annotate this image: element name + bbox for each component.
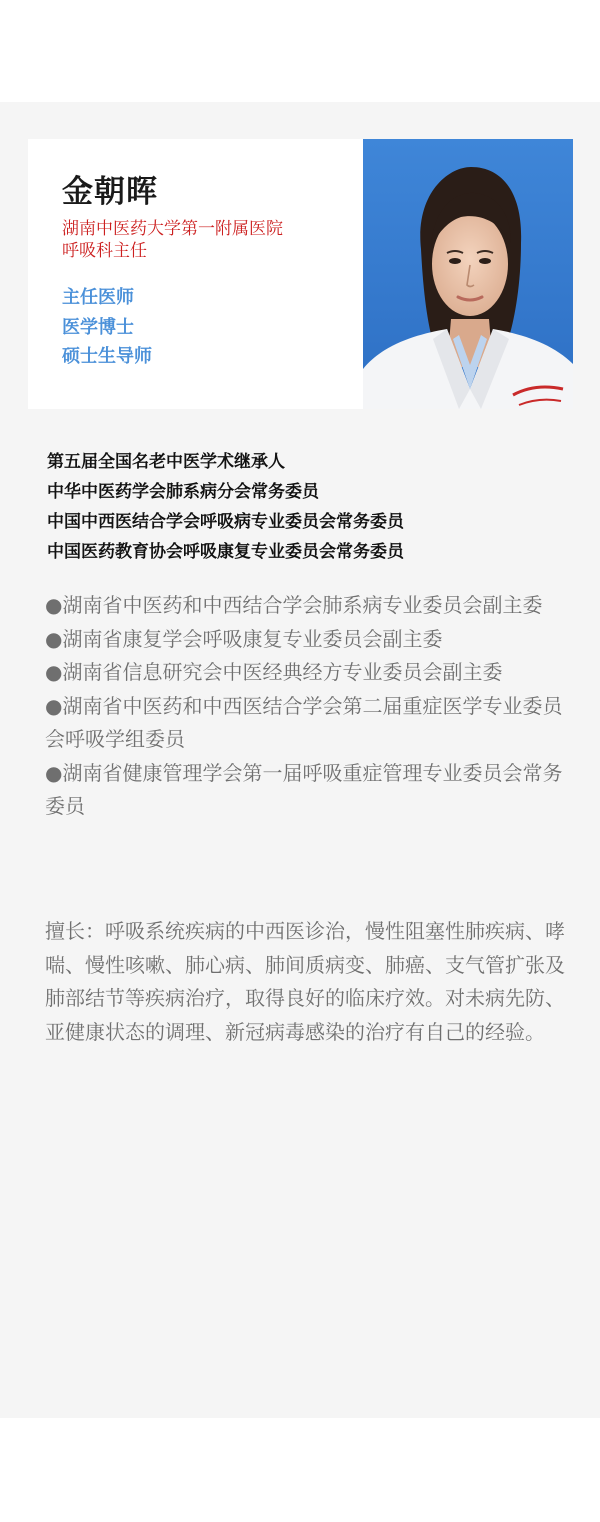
- role-item: ●湖南省中医药和中西医结合学会第二届重症医学专业委员会呼吸学组委员: [45, 693, 563, 751]
- honor-item: 中华中医药学会肺系病分会常务委员: [47, 482, 319, 502]
- honor-item: 第五届全国名老中医学术继承人: [47, 452, 285, 472]
- doctor-organization: [62, 218, 352, 262]
- title-item: 医学博士: [62, 316, 134, 338]
- expertise-paragraph: 擅长：呼吸系统疾病的中西医诊治，慢性阻塞性肺疾病、哮喘、慢性咳嗽、肺心病、肺间质病变、肺癌、支气管扩张及肺部结节等疾病治疗，取得良好的临床疗效。对未病先防、亚健康状态的调理、新冠病毒感染的治疗有自己的经验。: [45, 919, 565, 1044]
- org-department: 呼吸科主任: [62, 241, 147, 261]
- honor-item: 中国医药教育协会呼吸康复专业委员会常务委员: [47, 542, 404, 562]
- title-item: 主任医师: [62, 287, 134, 308]
- doctor-titles: [62, 283, 152, 372]
- role-item: ●湖南省信息研究会中医经典经方专业委员会副主委: [45, 660, 503, 684]
- roles-list: [45, 589, 567, 824]
- role-item: ●湖南省康复学会呼吸康复专业委员会副主委: [45, 626, 443, 651]
- honors-list: [47, 447, 567, 567]
- doctor-photo: [363, 139, 573, 409]
- org-hospital: 湖南中医药大学第一附属医院: [62, 219, 283, 239]
- honor-item: 中国中西医结合学会呼吸病专业委员会常务委员: [47, 512, 404, 532]
- doctor-name: 金朝晖: [62, 174, 158, 210]
- title-item: 硕士生导师: [62, 346, 152, 367]
- role-item: ●湖南省中医药和中西结合学会肺系病专业委员会副主委: [45, 593, 543, 617]
- role-item: ●湖南省健康管理学会第一届呼吸重症管理专业委员会常务委员: [45, 760, 563, 818]
